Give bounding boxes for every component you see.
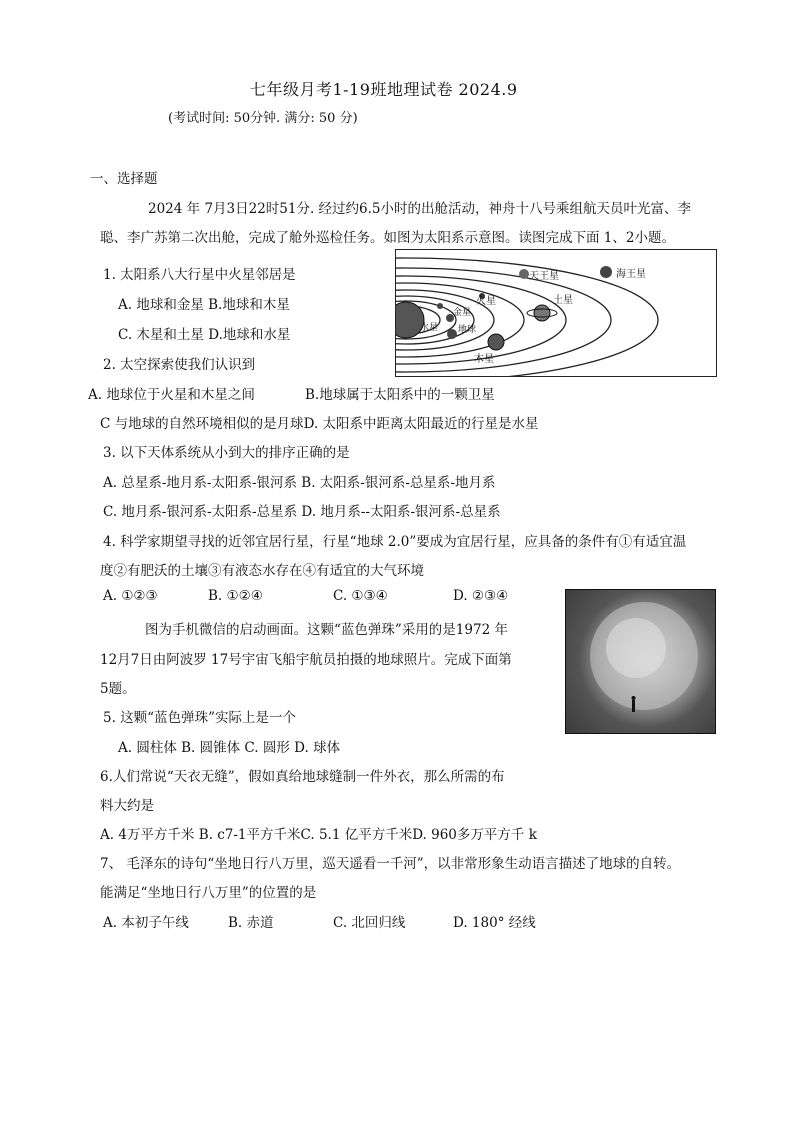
solar-system-figure bbox=[395, 249, 717, 377]
label-mercury: 水星 bbox=[420, 323, 439, 333]
q7-stem-2: 能满足“坐地日行八万里”的位置的是 bbox=[100, 885, 317, 901]
q2-option-a: A. 地球位于火星和木星之间 bbox=[88, 387, 255, 403]
q7-option-d: D. 180° 经线 bbox=[453, 915, 536, 931]
earth-photo-graphic bbox=[566, 590, 715, 733]
q5-options: A. 圆柱体 B. 圆锥体 C. 圆形 D. 球体 bbox=[118, 740, 341, 756]
q4-stem-1: 4. 科学家期望寻找的近邻宜居行星，行星“地球 2.0”要成为宜居行星，应具备的条件有①有适宜温 bbox=[103, 534, 687, 550]
q3-options-ab: A. 总星系-地月系-太阳系-银河系 B. 太阳系-银河系-总星系-地月系 bbox=[103, 475, 496, 491]
jupiter-icon bbox=[488, 334, 504, 350]
q3-stem: 3. 以下天体系统从小到大的排序正确的是 bbox=[103, 445, 350, 461]
q3-options-cd: C. 地月系-银河系-太阳系-总星系 D. 地月系--太阳系-银河系-总星系 bbox=[103, 504, 501, 520]
q2-stem: 2. 太空探索使我们认识到 bbox=[103, 357, 256, 373]
blue-marble-photo bbox=[565, 589, 716, 734]
q5-intro-1: 图为手机微信的启动画面。这颗“蓝色弹珠”采用的是1972 年 bbox=[145, 622, 508, 638]
label-neptune: 海王星 bbox=[616, 269, 646, 280]
q4-option-d: D. ②③④ bbox=[453, 588, 509, 604]
q7-option-b: B. 赤道 bbox=[228, 915, 274, 931]
intro-line-2: 聪、李广苏第二次出舱，完成了舱外巡检任务。如图为太阳系示意图。读图完成下面 1、2小题。 bbox=[100, 230, 675, 246]
q6-stem-1: 6.人们常说“天衣无缝”，假如真给地球缝制一件外衣，那么所需的布 bbox=[100, 769, 505, 785]
q7-option-c: C. 北回归线 bbox=[333, 915, 406, 931]
exam-info: (考试时间: 50分钟. 满分: 50 分) bbox=[168, 111, 358, 126]
label-venus: 金星 bbox=[453, 308, 472, 318]
q6-stem-2: 料大约是 bbox=[100, 798, 154, 814]
label-saturn: 土星 bbox=[553, 295, 573, 306]
intro-line-1: 2024 年 7月3日22时51分. 经过约6.5小时的出舱活动，神舟十八号乘组航天员叶光富、李 bbox=[148, 201, 692, 217]
q6-options: A. 4万平方千米 B. c7-1平方千米C. 5.1 亿平方千米D. 960多万平方千 k bbox=[100, 827, 537, 843]
label-uranus: 天王星 bbox=[529, 271, 559, 282]
q7-stem-1: 7、 毛泽东的诗句“坐地日行八万里，巡天遥看一千河”，以非常形象生动语言描述了地球的自转。 bbox=[100, 856, 681, 872]
q4-option-a: A. ①②③ bbox=[103, 588, 158, 604]
page-title: 七年级月考1-19班地理试卷 2024.9 bbox=[250, 80, 518, 99]
uranus-icon bbox=[519, 269, 529, 279]
mercury-icon bbox=[437, 303, 443, 309]
q4-option-b: B. ①②④ bbox=[208, 588, 263, 604]
q5-stem: 5. 这颗“蓝色弹珠”实际上是一个 bbox=[103, 710, 296, 726]
label-jupiter: 木星 bbox=[474, 354, 494, 365]
label-mars: 火星 bbox=[476, 296, 496, 307]
q4-stem-2: 度②有肥沃的土壤③有液态水存在④有适宜的大气环境 bbox=[100, 563, 424, 579]
earth-icon bbox=[447, 329, 457, 339]
section-heading: 一、选择题 bbox=[90, 171, 158, 187]
saturn-icon bbox=[534, 305, 550, 321]
q5-intro-2: 12月7日由阿波罗 17号宇宙飞船宇航员拍摄的地球照片。完成下面第 bbox=[100, 652, 512, 668]
q1-stem: 1. 太阳系八大行星中火星邻居是 bbox=[103, 267, 296, 283]
neptune-icon bbox=[600, 266, 612, 278]
q1-options-cd: C. 木星和土星 D.地球和水星 bbox=[118, 327, 291, 343]
q4-option-c: C. ①③④ bbox=[333, 588, 388, 604]
q2-options-cd: C 与地球的自然环境相似的是月球D. 太阳系中距离太阳最近的行星是水星 bbox=[100, 416, 539, 432]
q7-option-a: A. 本初子午线 bbox=[103, 915, 189, 931]
label-earth: 地球 bbox=[458, 325, 477, 335]
q2-option-b: B.地球属于太阳系中的一颗卫星 bbox=[305, 387, 495, 403]
q1-options-ab: A. 地球和金星 B.地球和木星 bbox=[118, 297, 290, 313]
q5-intro-3: 5题。 bbox=[100, 681, 136, 697]
